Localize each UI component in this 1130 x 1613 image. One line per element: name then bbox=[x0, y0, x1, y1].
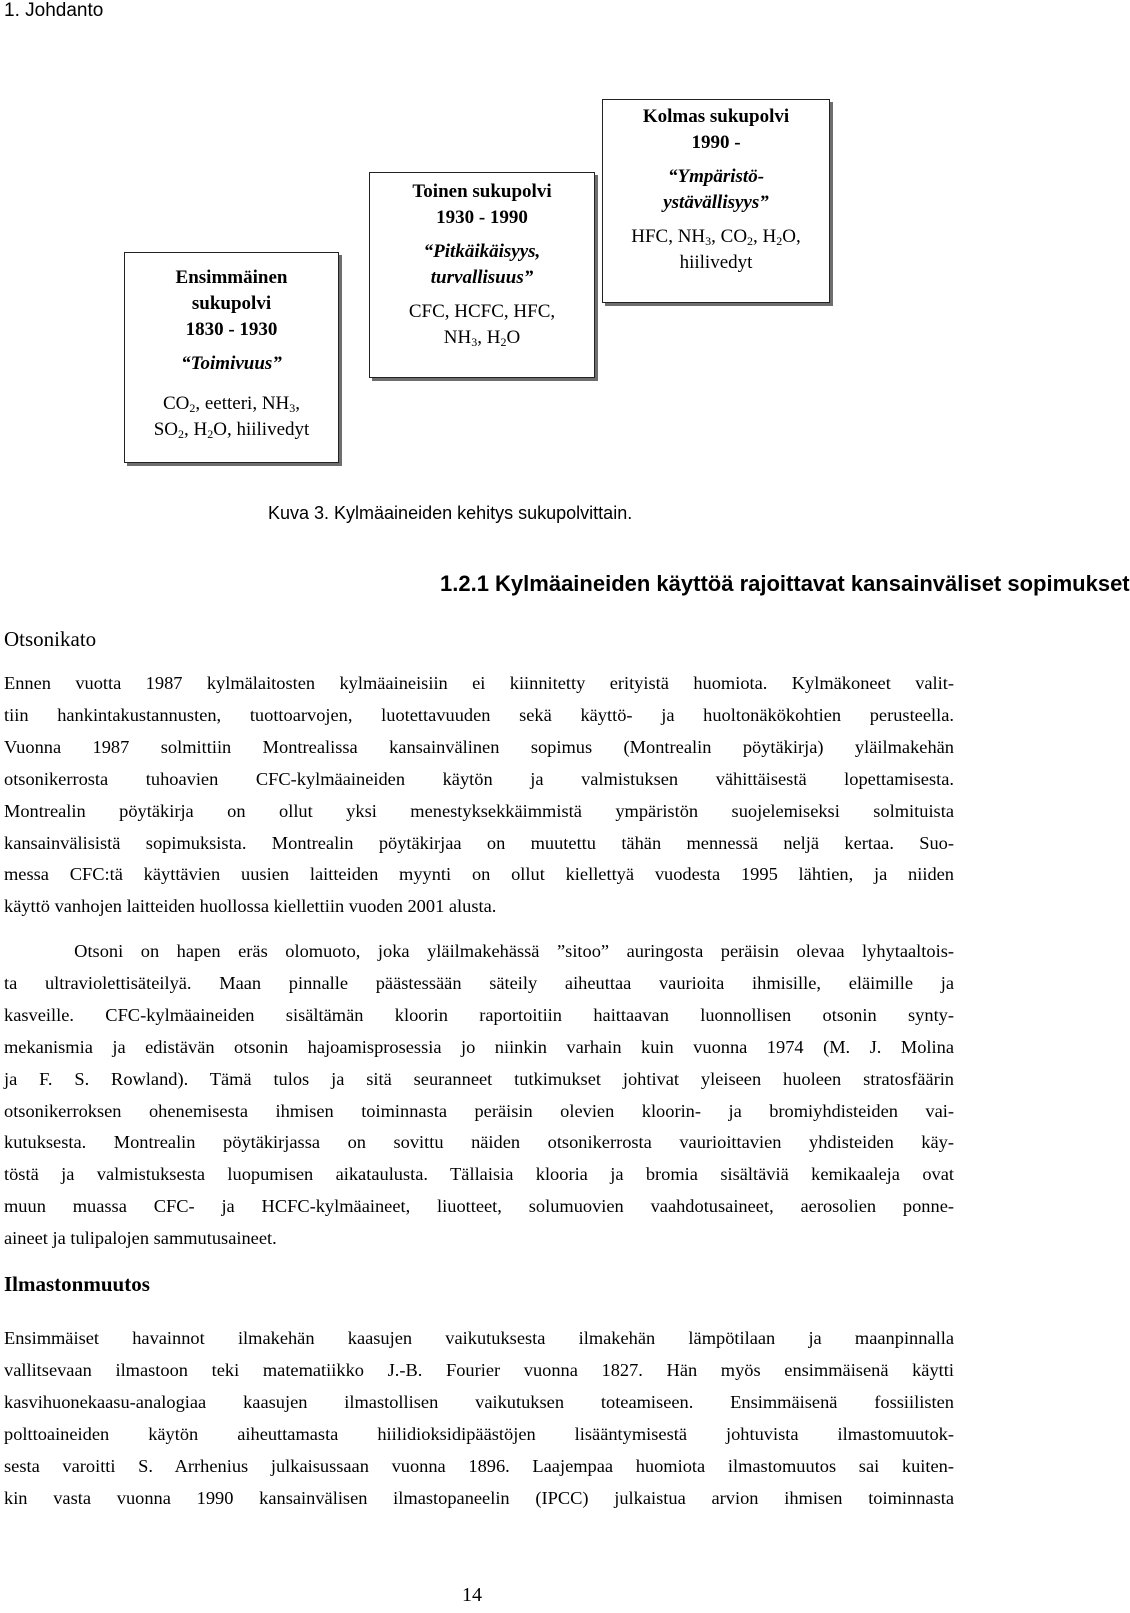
text-line: ja F. S. Rowland). Tämä tulos ja sitä seuranneet tutkimukset johtivat yleiseen huoleen stratosfäärin bbox=[4, 1068, 954, 1089]
text-line: ta ultraviolettisäteilyä. Maan pinnalle päästessään säteily aiheuttaa vaurioita ihmisille, eläimille ja bbox=[4, 972, 954, 993]
text-line: kansainvälisistä sopimuksista. Montrealin pöytäkirjaa on muutettu tähän mennessä neljä kertaa. Suo- bbox=[4, 832, 954, 853]
paragraph-ozone-1 bbox=[4, 668, 954, 923]
subheading-ozone: Otsonikato bbox=[4, 627, 97, 651]
text-line: töstä ja valmistuksesta luopumisen aikataulusta. Tällaisia klooria ja bromia sisältäviä kemikaaleja ovat bbox=[4, 1164, 954, 1185]
text-line: aineet ja tulipalojen sammutusaineet. bbox=[4, 1228, 277, 1249]
text-line: Ennen vuotta 1987 kylmälaitosten kylmäaineisiin ei kiinnitetty erityistä huomiota. Kylmäkoneet valit- bbox=[4, 673, 954, 693]
generation-title: Kolmas sukupolvi bbox=[642, 106, 790, 127]
generation-years: 1990 - bbox=[691, 132, 741, 153]
generation-title: Toinen sukupolvi bbox=[412, 181, 552, 202]
text-line: Ensimmäiset havainnot ilmakehän kaasujen vaikutuksesta ilmakehän lämpötilaan ja maanpinnalla bbox=[4, 1328, 954, 1348]
text-line: Otsoni on hapen eräs olomuoto, joka yläilmakehässä ”sitoo” auringosta peräisin olevaa lyhytaaltois- bbox=[4, 941, 954, 961]
paragraph-climate bbox=[4, 1323, 954, 1514]
text-line: otsonikerrosta tuhoavien CFC-kylmäaineiden käytön ja valmistuksen vähittäisestä lopettamisesta. bbox=[4, 768, 954, 789]
generation-years: 1830 - 1930 bbox=[185, 319, 278, 340]
text-line: sesta varoitti S. Arrhenius julkaisussaan vuonna 1896. Laajempaa huomiota ilmastomuutos sai kuiten- bbox=[4, 1455, 954, 1476]
text-line: Vuonna 1987 solmittiin Montrealissa kansainvälinen sopimus (Montrealin pöytäkirja) yläilmakehän bbox=[4, 736, 954, 757]
text-line: Montrealin pöytäkirja on ollut yksi menestyksekkäimmistä ympäristön suojelemiseksi solmituista bbox=[4, 800, 954, 821]
figure-caption: Kuva 3. Kylmäaineiden kehitys sukupolvittain. bbox=[268, 503, 633, 523]
generation-refrigerants-line-1: CFC, HCFC, HFC, bbox=[408, 301, 556, 322]
generation-motto: “Ympäristö- ystävällisyys” bbox=[663, 166, 769, 213]
text-line: tiin hankintakustannusten, tuottoarvojen, luotettavuuden sekä käyttö- ja huoltonäkökohtien perusteella. bbox=[4, 704, 954, 725]
generation-refrigerants-line-1: HFC, $NH_3$, $CO_2$, $H_2O$, bbox=[631, 226, 801, 248]
text-line: vallitsevaan ilmastoon teki matematiikko J.-B. Fourier vuonna 1827. Hän myös ensimmäisenä käytti bbox=[4, 1359, 954, 1380]
generation-title: Ensimmäinen sukupolvi bbox=[175, 267, 288, 314]
text-line: kasvihuonekaasu-analogiaa kaasujen ilmastollisen vaikutuksen toteamiseen. Ensimmäisenä fossiilisten bbox=[4, 1391, 954, 1412]
generation-box-1 bbox=[124, 252, 339, 463]
generation-refrigerants-line-2: $SO_2$, $H_2O$, hiilivedyt bbox=[153, 419, 310, 441]
text-line: otsonikerroksen ohenemisesta ihmisen toiminnasta peräisin olevien kloorin- ja bromiyhdisteiden vai- bbox=[4, 1100, 954, 1121]
text-line: kasveille. CFC-kylmäaineiden sisältämän kloorin raportoitiin haittaavan luonnollisen otsonin synty- bbox=[4, 1004, 954, 1025]
subheading-climate: Ilmastonmuutos bbox=[4, 1272, 150, 1296]
text-line: messa CFC:tä käyttävien uusien laitteiden myynti on ollut kiellettyä vuodesta 1995 lähtien, ja niiden bbox=[4, 864, 954, 885]
text-line: kutuksesta. Montrealin pöytäkirjassa on sovittu näiden otsonikerrosta vaurioittavien yhdisteiden käy- bbox=[4, 1132, 954, 1153]
running-title: 1. Johdanto bbox=[4, 0, 104, 21]
generation-box-3 bbox=[602, 99, 830, 303]
generation-refrigerants-line-1: $CO_2$, eetteri, $NH_3$, bbox=[162, 393, 301, 415]
text-line: polttoaineiden käytön aiheuttamasta hiilidioksidipäästöjen lisääntymisestä johtuvista ilmastomuutok- bbox=[4, 1423, 954, 1444]
generation-years: 1930 - 1990 bbox=[436, 207, 528, 228]
generation-box-2 bbox=[369, 172, 595, 378]
text-line: mekanismia ja edistävän otsonin hajoamisprosessia jo niinkin varhain kuin vuonna 1974 (M. J. Molina bbox=[4, 1036, 954, 1057]
paragraph-ozone-2 bbox=[4, 936, 954, 1255]
generation-refrigerants-line-2: $NH_3$, $H_2O$ bbox=[443, 327, 521, 349]
text-line: kin vasta vuonna 1990 kansainvälisen ilmastopaneelin (IPCC) julkaistua arvion ihmisen toiminnasta bbox=[4, 1487, 954, 1508]
generation-motto: “Pitkäikäisyys, turvallisuus” bbox=[423, 241, 541, 288]
generation-refrigerants-line-2: hiilivedyt bbox=[679, 252, 753, 273]
generation-motto: “Toimivuus” bbox=[181, 353, 282, 374]
text-line: käyttö vanhojen laitteiden huollossa kiellettiin vuoden 2001 alusta. bbox=[4, 896, 497, 917]
section-heading: 1.2.1 Kylmäaineiden käyttöä rajoittavat kansainväliset sopimukset bbox=[440, 571, 1130, 596]
page-number: 14 bbox=[462, 1584, 482, 1606]
text-line: muun muassa CFC- ja HCFC-kylmäaineet, liuotteet, solumuovien vaahdotusaineet, aerosolien ponne- bbox=[4, 1196, 954, 1217]
